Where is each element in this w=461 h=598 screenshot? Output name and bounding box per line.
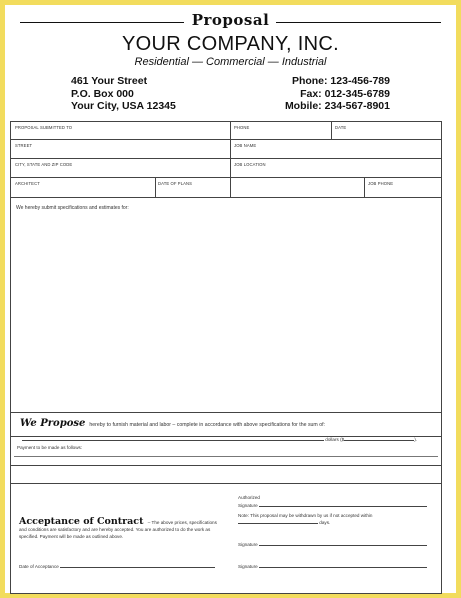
authorized-label: Authorized <box>238 495 260 500</box>
authorized-signature-field[interactable] <box>259 502 427 507</box>
field-label-city-state-zip: CITY, STATE AND ZIP CODE <box>15 162 73 167</box>
company-contacts <box>285 75 390 113</box>
contact-line: Phone: 123-456-789 <box>291 75 390 87</box>
date-of-acceptance-field[interactable] <box>60 563 215 568</box>
address-line: P.O. Box 000 <box>71 87 134 100</box>
amount-words-field[interactable] <box>22 436 324 441</box>
dollars-end: ). <box>414 437 417 442</box>
contact-line: Fax: 012-345-6789 <box>300 87 390 100</box>
rule <box>155 177 156 197</box>
payment-line[interactable] <box>14 456 438 457</box>
propose-text: hereby to furnish material and labor – complete in accordance with above specifications for the sum of: <box>89 422 325 428</box>
rule <box>10 465 442 466</box>
signature-row-3 <box>238 563 427 569</box>
field-label-job-phone: JOB PHONE <box>368 181 394 186</box>
field-label-proposal-submitted-to: PROPOSAL SUBMITTED TO <box>15 125 73 130</box>
acceptance-block <box>19 518 219 540</box>
amount-field[interactable] <box>344 436 414 441</box>
rule <box>10 139 442 140</box>
payment-label: Payment to be made as follows: <box>17 445 83 450</box>
field-label-street: STREET <box>15 143 33 148</box>
page-title: Proposal <box>191 11 270 29</box>
note-line <box>238 512 438 526</box>
acceptance-heading: Acceptance of Contract <box>19 516 144 527</box>
rule <box>10 177 442 178</box>
note-text: Note: This proposal may be withdrawn by us if not accepted within <box>238 513 373 518</box>
address-line: 461 Your Street <box>71 75 148 87</box>
signature-field-3[interactable] <box>259 563 427 568</box>
rule <box>10 483 442 484</box>
signature-label: Signature <box>238 542 258 547</box>
company-tagline: Residential — Commercial — Industrial <box>134 56 327 68</box>
rule <box>10 121 442 122</box>
signature-label: Signature <box>238 564 258 569</box>
signature-label: Signature <box>238 503 258 508</box>
field-label-architect: ARCHITECT <box>15 181 40 186</box>
field-label-job-location: JOB LOCATION <box>234 162 266 167</box>
rule <box>230 121 231 197</box>
dollars-label: dollars ($ <box>325 437 345 442</box>
signature-field-2[interactable] <box>259 541 427 546</box>
days-field[interactable] <box>238 519 318 524</box>
specifications-intro: We hereby submit specifications and estimates for: <box>16 205 129 211</box>
rule <box>331 121 332 139</box>
address-line: Your City, USA 12345 <box>71 100 176 112</box>
rule <box>10 412 442 413</box>
signature-row-2 <box>238 541 427 547</box>
date-of-acceptance-row <box>19 563 215 569</box>
contact-line: Mobile: 234-567-8901 <box>284 100 390 112</box>
days-label: days. <box>319 520 331 525</box>
acceptance-text: – The above prices, specifications and conditions are satisfactory and are hereby accepted. You are authorized to do the work as specified. Payment will be made as outlined above. <box>19 520 217 539</box>
propose-heading: We Propose <box>20 418 86 429</box>
rule <box>10 593 442 594</box>
field-label-job-name: JOB NAME <box>234 143 257 148</box>
company-address <box>71 75 176 113</box>
rule <box>10 197 442 198</box>
field-label-phone: PHONE <box>234 125 250 130</box>
company-name: YOUR COMPANY, INC. <box>122 33 339 55</box>
date-of-acceptance-label: Date of Acceptance <box>19 564 59 569</box>
dollars-line <box>22 436 417 442</box>
authorized-signature-row <box>238 502 427 508</box>
propose-line <box>20 418 325 429</box>
rule <box>364 177 365 197</box>
field-label-date-of-plans: DATE OF PLANS <box>158 181 193 186</box>
field-label-date: DATE <box>335 125 347 130</box>
rule <box>10 158 442 159</box>
